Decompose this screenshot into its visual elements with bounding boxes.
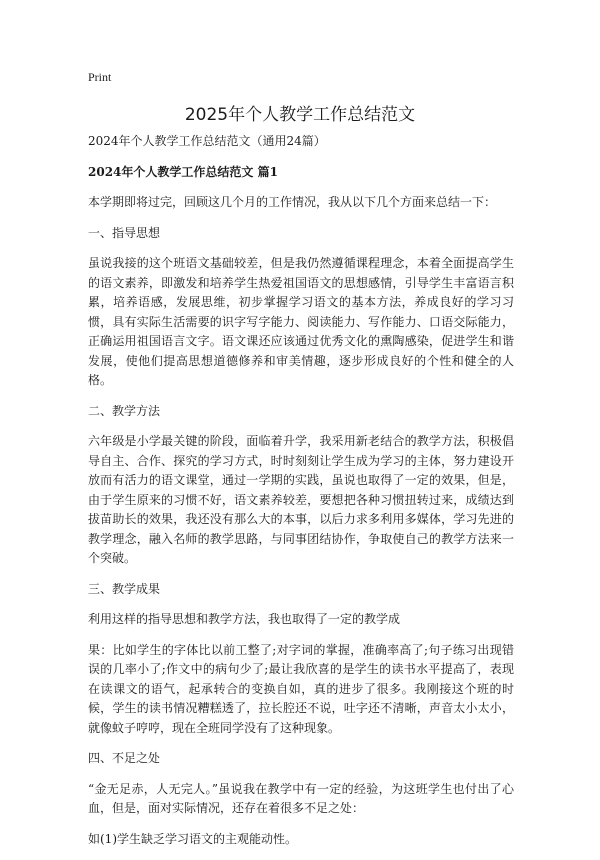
paragraph-guiding-thought: 虽说我接的这个班语文基础较差，但是我仍然遵循课程理念，本着全面提高学生的语文素养，即激发和培养学生热爱祖国语文的思想感情，引导学生丰富语言积累，培养语感，发展思维，初步掌握学习语文的基本方法，养成良好的学习习惯，具有实际生活需要的识字写字能力、阅读能力、写作能力、口语交际能力，正确运用祖国语言文字。语文课还应该通过优秀文化的熏陶感染，促进学生和谐发展，使他们提高思想道德修养和审美情趣，逐步形成良好的个性和健全的人格。 (88, 256, 514, 387)
document-subtitle: 2024年个人教学工作总结范文（通用24篇） (88, 134, 326, 148)
paragraph-teaching-results: 果：比如学生的字体比以前工整了;对字词的掌握，准确率高了;句子练习出现错误的几率小了;作文中的病句少了;最让我欣喜的是学生的读书水平提高了，表现在读课文的语气，起承转合的变换自如，真的进步了很多。我刚接这个班的时候，学生的读书情况糟糕透了，拉长腔还不说，吐字还不清晰，声音太小太小，就像蚊子哼哼，现在全班同学没有了这种现象。 (88, 642, 514, 735)
document-body (88, 132, 514, 860)
document-title: 2025年个人教学工作总结范文 (184, 105, 416, 125)
heading-guiding-thought: 一、指导思想 (88, 225, 161, 240)
heading-teaching-results: 三、教学成果 (88, 581, 161, 596)
print-link[interactable]: Print (88, 70, 112, 84)
intro-paragraph: 本学期即将过完，回顾这几个月的工作情况，我从以下几个方面来总结一下： (88, 195, 497, 209)
paragraph-shortcoming-item-1: 如(1)学生缺乏学习语文的主观能动性。 (88, 831, 297, 846)
paragraph-teaching-results-lead: 利用这样的指导思想和教学方法，我也取得了一定的教学成 (88, 612, 401, 626)
heading-shortcomings: 四、不足之处 (88, 751, 161, 765)
paragraph-shortcomings: “金无足赤，人无完人。”虽说我在教学中有一定的经验，为这班学生也付出了心血，但是，面对实际情况，还存在着很多不足之处： (88, 781, 514, 815)
section-title: 2024年个人教学工作总结范文 篇1 (88, 164, 278, 179)
heading-teaching-method: 二、教学方法 (88, 403, 161, 418)
paragraph-teaching-method: 六年级是小学最关键的阶段，面临着升学，我采用新老结合的教学方法，积极倡导自主、合作、探究的学习方式，时时刻刻让学生成为学习的主体，努力建设开放而有活力的语文课堂，通过一学期的实践，虽说也取得了一定的效果，但是，由于学生原来的习惯不好，语文素养较差，要想把各种习惯扭转过来，成绩达到拔苗助长的效果，我还没有那么大的本事，以后力求多利用多媒体，学习先进的教学理念，融入名师的教学思路，与同事团结协作，争取使自己的教学方法来一个突破。 (88, 434, 514, 565)
